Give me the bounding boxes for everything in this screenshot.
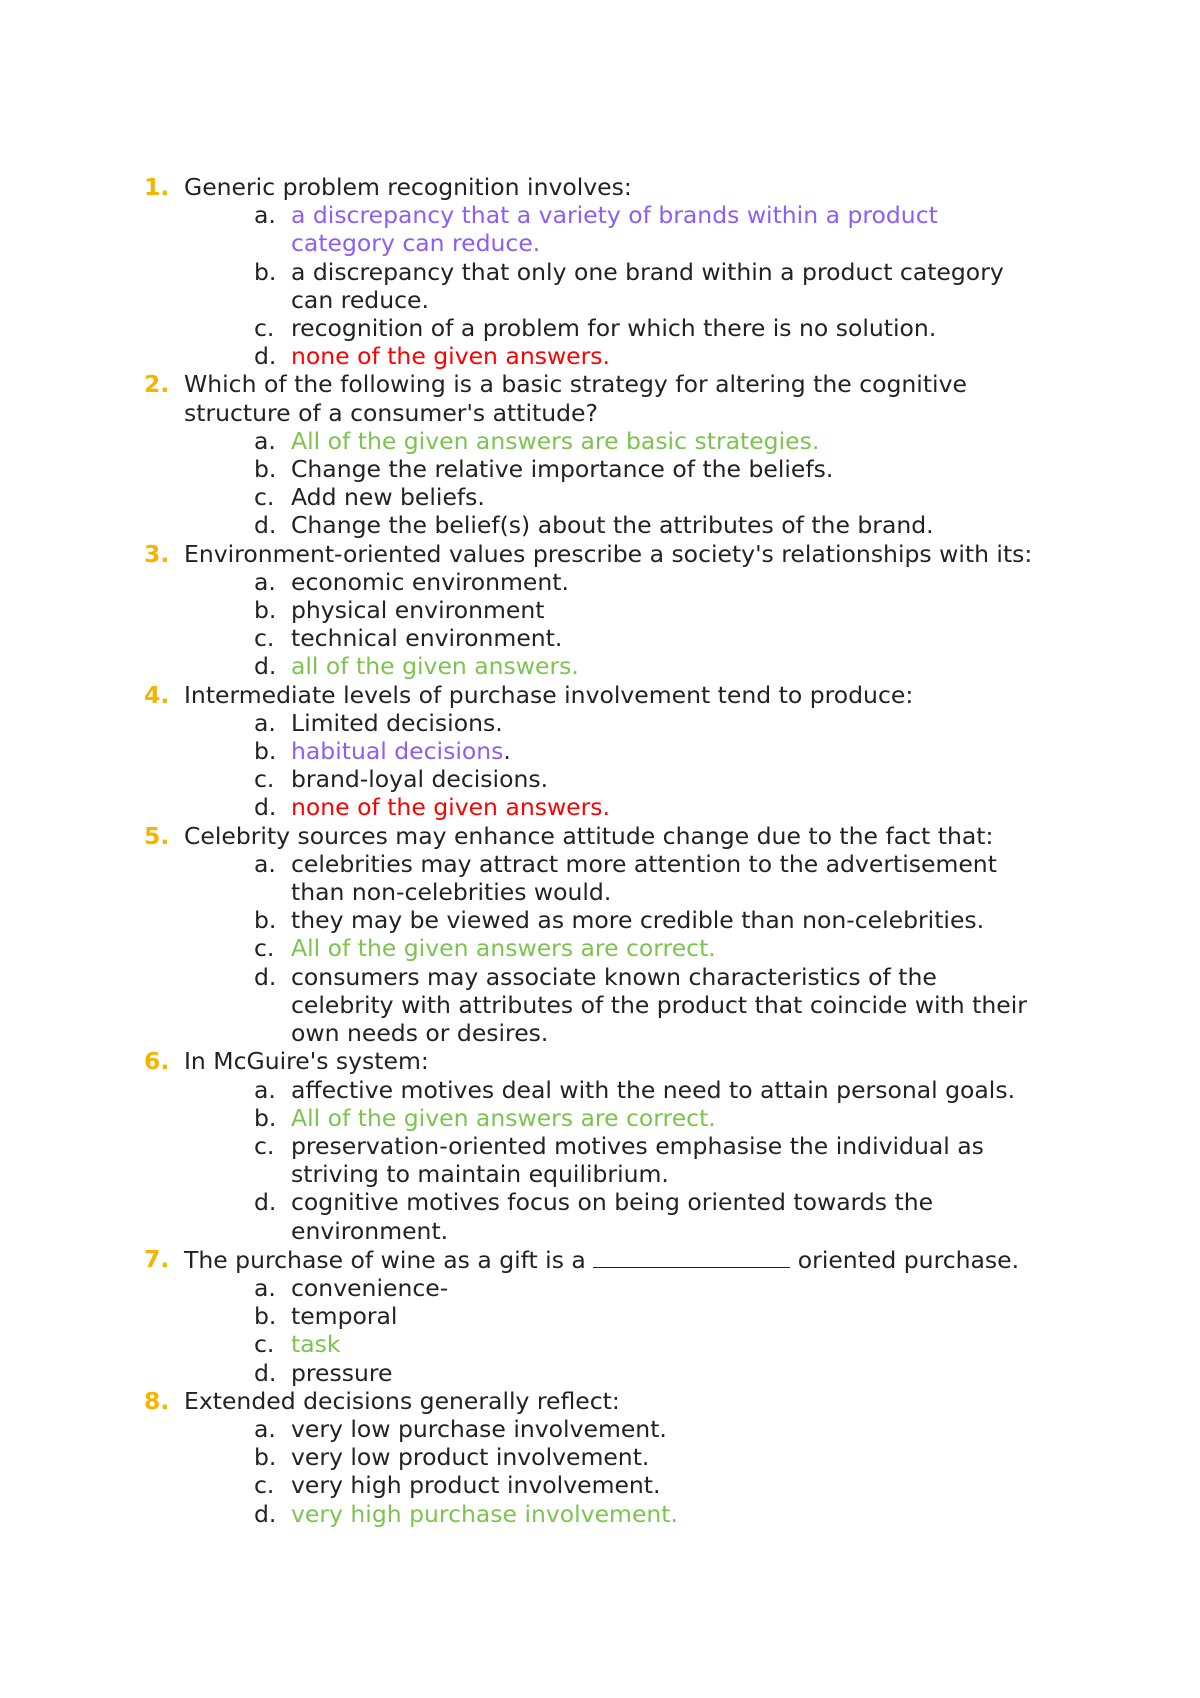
answer-option-d bbox=[144, 793, 1144, 821]
option-text: very low purchase involvement. bbox=[291, 1414, 667, 1443]
answer-option-b bbox=[144, 596, 1144, 624]
option-letter: c. bbox=[254, 765, 275, 794]
option-text-line bbox=[144, 878, 1144, 906]
answer-option-c bbox=[144, 934, 1144, 962]
option-text: preservation-oriented motives emphasise the individual as bbox=[291, 1131, 984, 1160]
option-letter: c. bbox=[254, 1131, 275, 1160]
question-3 bbox=[144, 540, 1144, 681]
option-text: Change the relative importance of the beliefs. bbox=[291, 455, 834, 484]
option-text: economic environment. bbox=[291, 567, 569, 596]
option-letter: b. bbox=[254, 906, 277, 935]
question-text: The purchase of wine as a gift is a bbox=[184, 1245, 594, 1274]
question-text-line bbox=[144, 399, 1144, 427]
option-text: they may be viewed as more credible than non-celebrities. bbox=[291, 906, 985, 935]
option-text: category can reduce. bbox=[291, 229, 541, 258]
option-text-line bbox=[144, 963, 1144, 991]
option-text-line bbox=[144, 1274, 1144, 1302]
option-text-line bbox=[144, 737, 1144, 765]
answer-option-d bbox=[144, 652, 1144, 680]
answer-option-c bbox=[144, 765, 1144, 793]
option-text-line bbox=[144, 427, 1144, 455]
option-text: very low product involvement. bbox=[291, 1443, 650, 1472]
option-text-line bbox=[144, 229, 1144, 257]
question-text-line bbox=[144, 1387, 1144, 1415]
question-5 bbox=[144, 822, 1144, 1048]
option-letter: d. bbox=[254, 1188, 277, 1217]
option-letter: b. bbox=[254, 737, 277, 766]
option-letter: c. bbox=[254, 1330, 275, 1359]
option-letter: a. bbox=[254, 201, 276, 230]
option-text-line bbox=[144, 1188, 1144, 1216]
option-text-line bbox=[144, 1359, 1144, 1387]
question-text: Celebrity sources may enhance attitude change due to the fact that: bbox=[184, 821, 994, 850]
option-letter: d. bbox=[254, 342, 277, 371]
option-letter: c. bbox=[254, 483, 275, 512]
answer-option-c bbox=[144, 314, 1144, 342]
option-text: cognitive motives focus on being oriented towards the bbox=[291, 1188, 934, 1217]
option-letter: d. bbox=[254, 511, 277, 540]
question-6 bbox=[144, 1047, 1144, 1244]
option-text: all of the given answers. bbox=[291, 652, 579, 681]
answer-option-c bbox=[144, 1132, 1144, 1188]
option-text: convenience- bbox=[291, 1273, 449, 1302]
option-text-line bbox=[144, 1217, 1144, 1245]
option-text: environment. bbox=[291, 1216, 449, 1245]
option-text-line bbox=[144, 624, 1144, 652]
option-letter: b. bbox=[254, 455, 277, 484]
question-text: structure of a consumer's attitude? bbox=[184, 398, 598, 427]
option-letter: b. bbox=[254, 1443, 277, 1472]
option-text-line bbox=[144, 709, 1144, 737]
option-text-line bbox=[144, 850, 1144, 878]
answer-option-a bbox=[144, 1274, 1144, 1302]
question-number: 3. bbox=[144, 539, 170, 568]
option-letter: d. bbox=[254, 962, 277, 991]
answer-option-c bbox=[144, 1330, 1144, 1358]
question-number: 2. bbox=[144, 370, 170, 399]
option-text: celebrities may attract more attention to the advertisement bbox=[291, 849, 997, 878]
option-letter: d. bbox=[254, 793, 277, 822]
option-text-line bbox=[144, 258, 1144, 286]
question-number: 1. bbox=[144, 173, 170, 201]
question-text: In McGuire's system: bbox=[184, 1047, 429, 1076]
option-text-line bbox=[144, 342, 1144, 370]
option-text: Change the belief(s) about the attributes of the brand. bbox=[291, 511, 934, 540]
option-text-line bbox=[144, 1104, 1144, 1132]
answer-option-d bbox=[144, 511, 1144, 539]
option-text: brand-loyal decisions. bbox=[291, 765, 549, 794]
option-text: a discrepancy that a variety of brands within a product bbox=[291, 201, 938, 230]
fill-in-blank bbox=[593, 1245, 790, 1268]
option-letter: c. bbox=[254, 624, 275, 653]
option-text-line bbox=[144, 483, 1144, 511]
option-text: physical environment bbox=[291, 596, 545, 625]
answer-option-d bbox=[144, 342, 1144, 370]
quiz-list bbox=[144, 173, 1144, 1528]
question-text: Environment-oriented values prescribe a society's relationships with its: bbox=[184, 539, 1033, 568]
option-text-line bbox=[144, 314, 1144, 342]
option-text: All of the given answers are basic strategies. bbox=[291, 426, 820, 455]
option-text: striving to maintain equilibrium. bbox=[291, 1160, 669, 1189]
answer-option-c bbox=[144, 624, 1144, 652]
option-text: celebrity with attributes of the product that coincide with their bbox=[291, 990, 1027, 1019]
question-4 bbox=[144, 681, 1144, 822]
question-number: 8. bbox=[144, 1386, 170, 1415]
question-text-after-blank: oriented purchase. bbox=[790, 1245, 1020, 1274]
option-text: temporal bbox=[291, 1302, 398, 1331]
question-number: 6. bbox=[144, 1047, 170, 1076]
option-text-line bbox=[144, 596, 1144, 624]
option-letter: a. bbox=[254, 1414, 276, 1443]
option-text-line bbox=[144, 906, 1144, 934]
question-text: Generic problem recognition involves: bbox=[184, 173, 632, 201]
option-text: Limited decisions. bbox=[291, 708, 503, 737]
answer-option-b bbox=[144, 737, 1144, 765]
option-text: habitual decisions bbox=[291, 737, 504, 766]
question-text-line bbox=[144, 822, 1144, 850]
option-text-line bbox=[144, 201, 1144, 229]
option-text-line bbox=[144, 765, 1144, 793]
answer-option-b bbox=[144, 1443, 1144, 1471]
option-text-line bbox=[144, 455, 1144, 483]
option-text-line bbox=[144, 286, 1144, 314]
question-number: 5. bbox=[144, 821, 170, 850]
option-text: none of the given answers. bbox=[291, 793, 611, 822]
option-text: very high product involvement. bbox=[291, 1471, 661, 1500]
option-text-line bbox=[144, 1415, 1144, 1443]
option-text: own needs or desires. bbox=[291, 1019, 549, 1048]
option-text: Add new beliefs. bbox=[291, 483, 485, 512]
answer-option-d bbox=[144, 1500, 1144, 1528]
option-text-line bbox=[144, 652, 1144, 680]
answer-option-a bbox=[144, 201, 1144, 257]
option-letter: b. bbox=[254, 1302, 277, 1331]
option-text-line bbox=[144, 1443, 1144, 1471]
option-suffix: . bbox=[503, 737, 511, 766]
option-text: technical environment. bbox=[291, 624, 563, 653]
answer-option-b bbox=[144, 1302, 1144, 1330]
question-7 bbox=[144, 1245, 1144, 1387]
question-text-line bbox=[144, 370, 1144, 398]
question-text: Which of the following is a basic strategy for altering the cognitive bbox=[184, 370, 967, 399]
option-text: a discrepancy that only one brand within a product category bbox=[291, 257, 1004, 286]
option-text: than non-celebrities would. bbox=[291, 878, 612, 907]
option-text-line bbox=[144, 793, 1144, 821]
answer-option-a bbox=[144, 427, 1144, 455]
option-text: All of the given answers are correct. bbox=[291, 934, 716, 963]
option-text-line bbox=[144, 1500, 1144, 1528]
answer-option-a bbox=[144, 1415, 1144, 1443]
answer-option-d bbox=[144, 1359, 1144, 1387]
question-text: Intermediate levels of purchase involvement tend to produce: bbox=[184, 680, 914, 709]
option-text-line bbox=[144, 511, 1144, 539]
option-text-line bbox=[144, 1471, 1144, 1499]
option-text-line bbox=[144, 1019, 1144, 1047]
option-text: can reduce. bbox=[291, 285, 429, 314]
answer-option-c bbox=[144, 483, 1144, 511]
option-text-line bbox=[144, 568, 1144, 596]
option-letter: b. bbox=[254, 257, 277, 286]
option-text: task bbox=[291, 1330, 341, 1359]
option-letter: c. bbox=[254, 1471, 275, 1500]
option-letter: c. bbox=[254, 314, 275, 343]
answer-option-a bbox=[144, 709, 1144, 737]
option-letter: a. bbox=[254, 426, 276, 455]
answer-option-a bbox=[144, 568, 1144, 596]
question-2 bbox=[144, 370, 1144, 539]
question-8 bbox=[144, 1387, 1144, 1528]
answer-option-a bbox=[144, 850, 1144, 906]
question-number: 7. bbox=[144, 1244, 170, 1273]
answer-option-d bbox=[144, 963, 1144, 1048]
question-1 bbox=[144, 173, 1144, 370]
question-text: Extended decisions generally reflect: bbox=[184, 1386, 620, 1415]
answer-option-b bbox=[144, 258, 1144, 314]
option-text: pressure bbox=[291, 1358, 393, 1387]
option-text-line bbox=[144, 934, 1144, 962]
answer-option-a bbox=[144, 1076, 1144, 1104]
option-text-line bbox=[144, 991, 1144, 1019]
option-letter: d. bbox=[254, 1358, 277, 1387]
option-letter: c. bbox=[254, 934, 275, 963]
option-text: recognition of a problem for which there is no solution. bbox=[291, 314, 937, 343]
answer-option-b bbox=[144, 906, 1144, 934]
option-letter: b. bbox=[254, 596, 277, 625]
question-text-line bbox=[144, 1245, 1144, 1274]
option-letter: a. bbox=[254, 708, 276, 737]
option-letter: d. bbox=[254, 1499, 277, 1528]
question-text-line bbox=[144, 540, 1144, 568]
option-letter: b. bbox=[254, 1103, 277, 1132]
option-text: very high purchase involvement. bbox=[291, 1499, 678, 1528]
question-text-line bbox=[144, 1047, 1144, 1075]
option-text-line bbox=[144, 1076, 1144, 1104]
option-text-line bbox=[144, 1330, 1144, 1358]
question-text-line bbox=[144, 173, 1144, 201]
answer-option-b bbox=[144, 455, 1144, 483]
option-letter: a. bbox=[254, 849, 276, 878]
option-text: affective motives deal with the need to attain personal goals. bbox=[291, 1075, 1016, 1104]
option-text: All of the given answers are correct. bbox=[291, 1103, 716, 1132]
option-text-line bbox=[144, 1160, 1144, 1188]
option-letter: a. bbox=[254, 567, 276, 596]
option-text-line bbox=[144, 1302, 1144, 1330]
question-text-line bbox=[144, 681, 1144, 709]
question-number: 4. bbox=[144, 680, 170, 709]
option-letter: a. bbox=[254, 1075, 276, 1104]
option-text: consumers may associate known characteristics of the bbox=[291, 962, 937, 991]
answer-option-c bbox=[144, 1471, 1144, 1499]
option-text-line bbox=[144, 1132, 1144, 1160]
option-letter: a. bbox=[254, 1273, 276, 1302]
option-letter: d. bbox=[254, 652, 277, 681]
option-text: none of the given answers. bbox=[291, 342, 611, 371]
answer-option-b bbox=[144, 1104, 1144, 1132]
answer-option-d bbox=[144, 1188, 1144, 1244]
